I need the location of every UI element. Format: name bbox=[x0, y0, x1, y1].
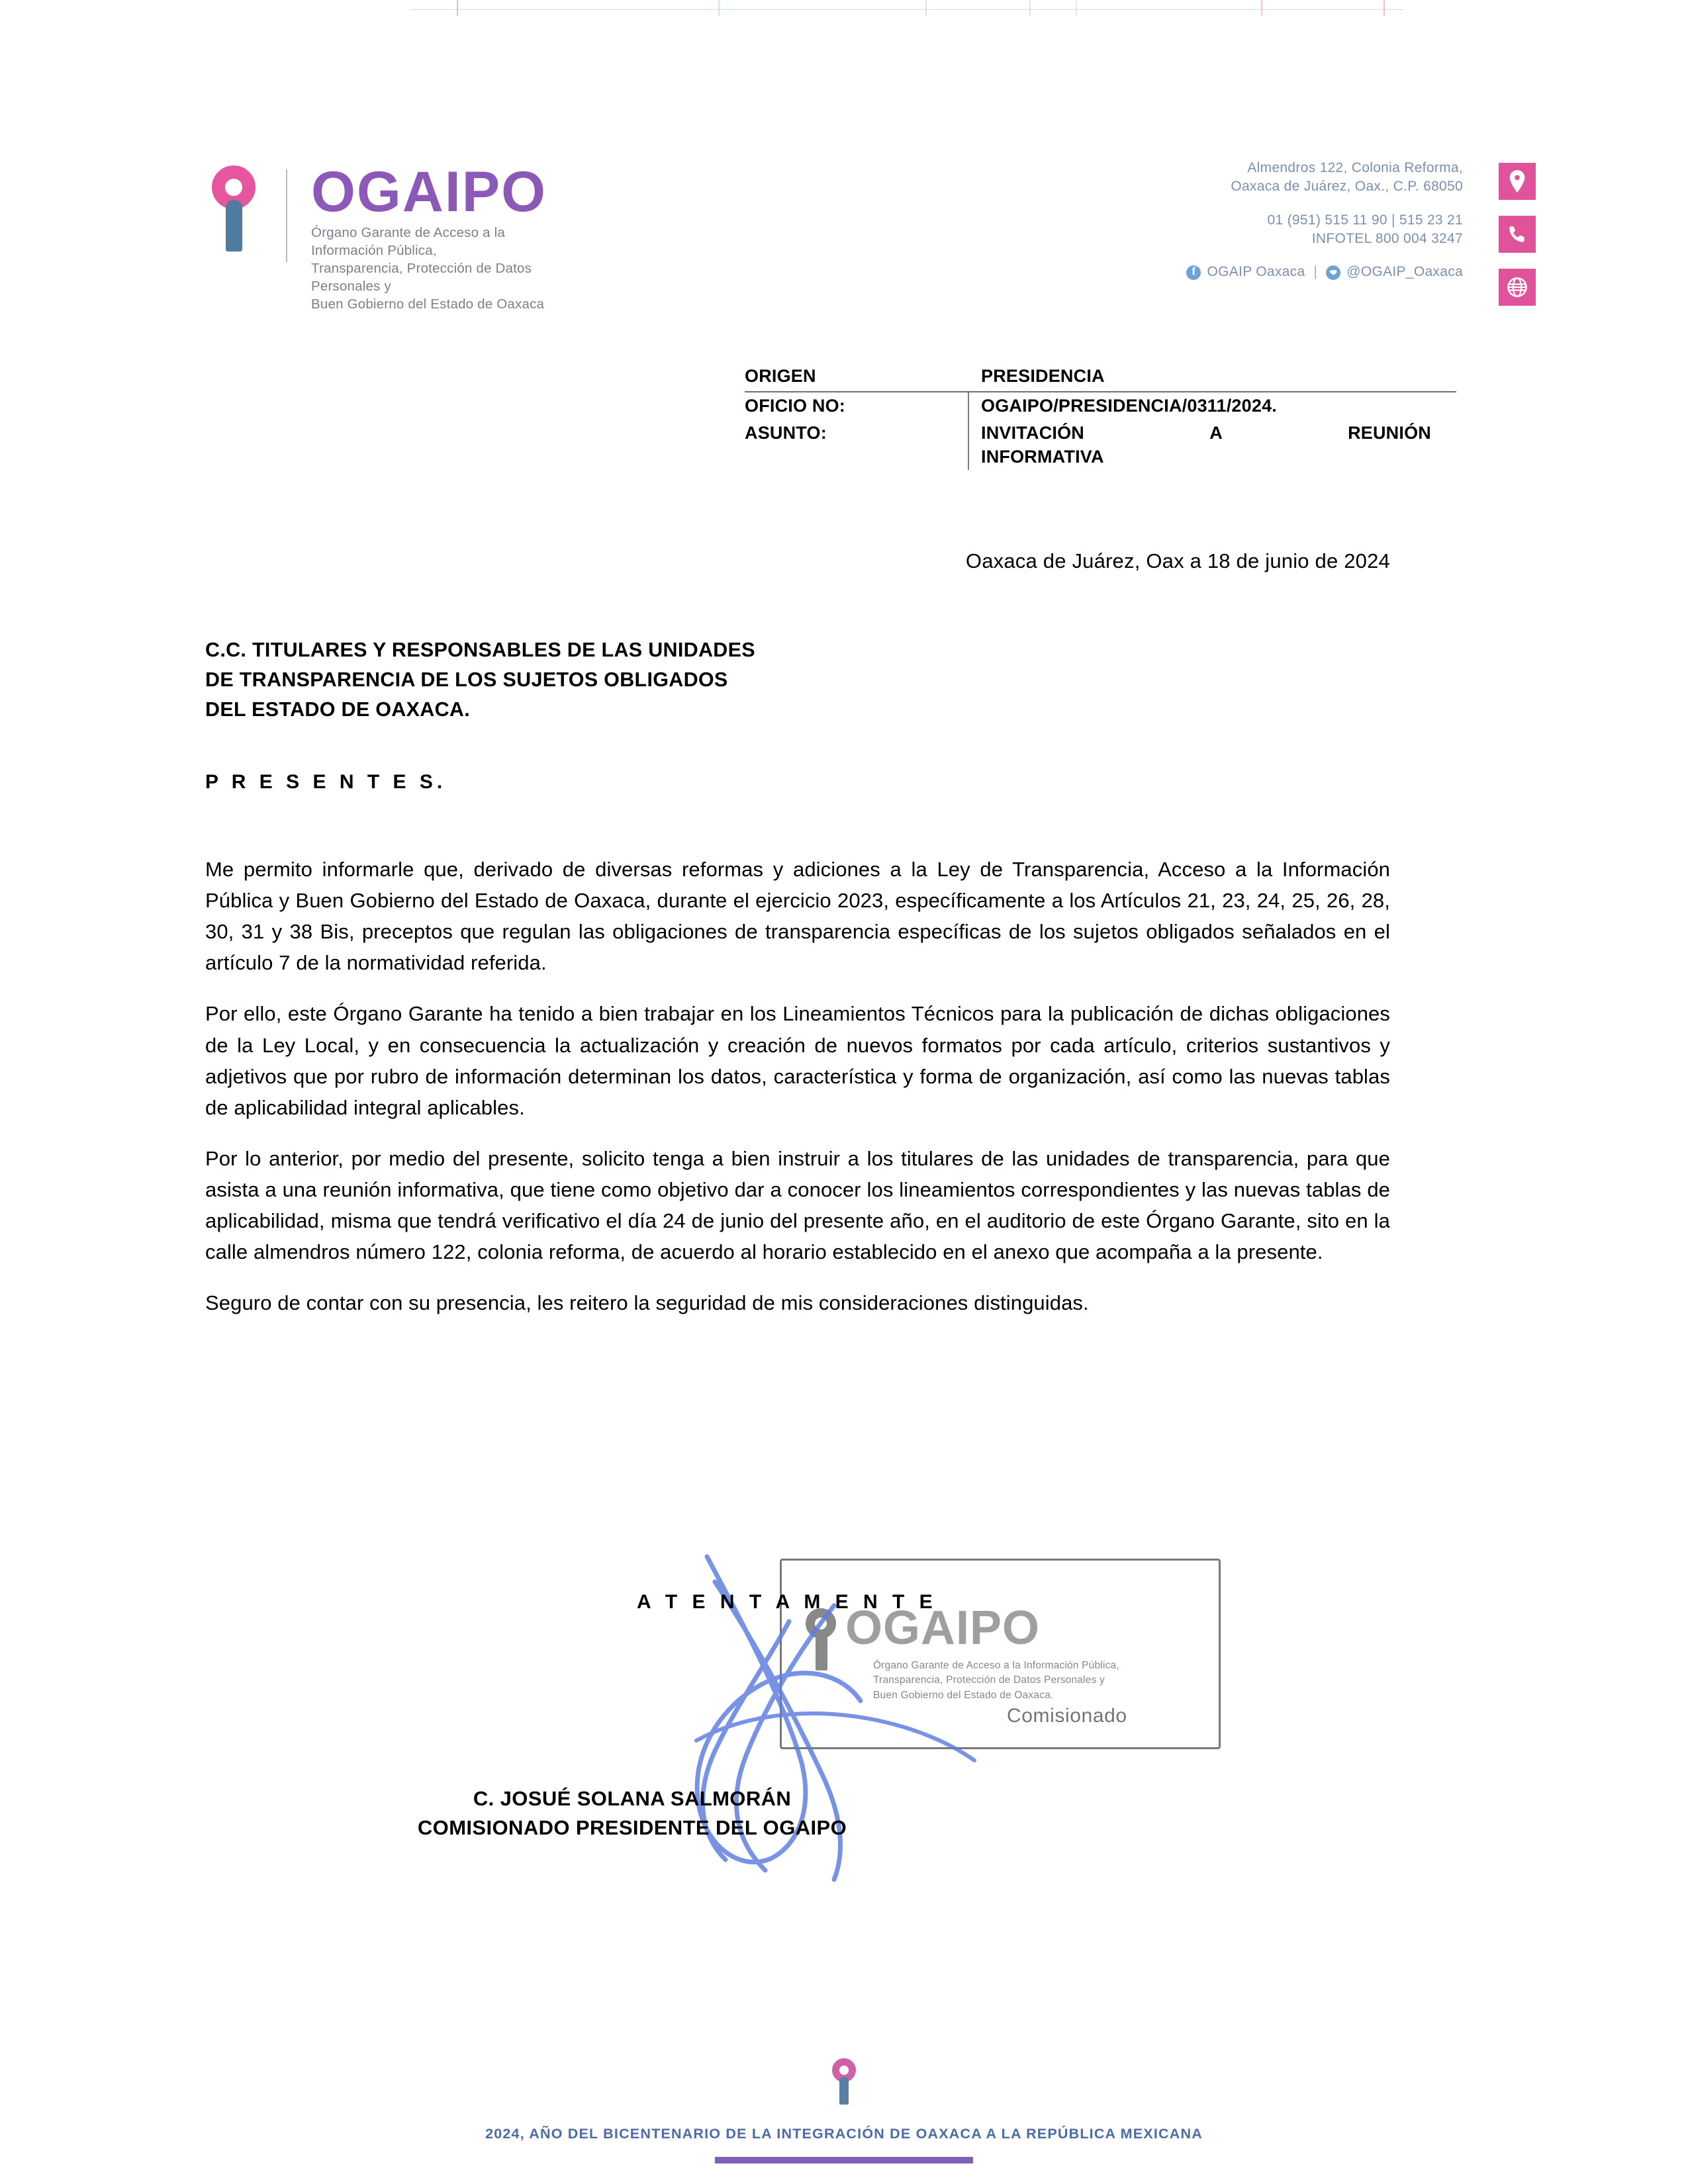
address-line-1: Almendros 122, Colonia Reforma, bbox=[1247, 160, 1463, 175]
page-footer bbox=[0, 2058, 1688, 2163]
presentes-label: P R E S E N T E S. bbox=[205, 771, 447, 793]
asunto-value bbox=[968, 420, 1456, 447]
stamp-wordmark: OGAIPO bbox=[845, 1602, 1041, 1655]
date-line: Oaxaca de Juárez, Oax a 18 de junio de 2024 bbox=[965, 549, 1390, 572]
document-meta-table bbox=[745, 363, 1456, 470]
oficio-value: OGAIPO/PRESIDENCIA/0311/2024. bbox=[968, 392, 1456, 420]
asunto-label: ASUNTO: bbox=[745, 423, 827, 443]
globe-icon bbox=[1499, 269, 1536, 306]
location-pin-icon bbox=[1499, 163, 1536, 200]
footer-accent-bar bbox=[715, 2157, 973, 2163]
logo-tagline-line-2: Transparencia, Protección de Datos Personales y bbox=[311, 260, 532, 294]
origen-value: PRESIDENCIA bbox=[981, 366, 1105, 386]
ogaipo-logo-mark-icon bbox=[212, 165, 256, 265]
facebook-handle: OGAIP Oaxaca bbox=[1207, 264, 1305, 280]
social-row bbox=[1186, 263, 1463, 281]
body-paragraph-1: Me permito informarle que, derivado de diversas reformas y adiciones a la Ley de Transparencia, Acceso a la Información Pública y Buen Gobierno del Estado de Oaxaca, durante el ejercicio 2023, específicamente a los Artículos 21, 23, 24, 25, 26, 28, 30, 31 y 38 Bis, preceptos que regulan las obligaciones de transparencia específicas de los sujetos obligados señalados en el artículo 7 de la normatividad referida. bbox=[205, 858, 1390, 975]
meta-row-asunto bbox=[745, 420, 1456, 447]
addressee-line-3: DEL ESTADO DE OAXACA. bbox=[205, 698, 471, 721]
logo-tagline-line-3: Buen Gobierno del Estado de Oaxaca bbox=[311, 296, 545, 312]
logo-wordmark: OGAIPO bbox=[311, 160, 547, 224]
logo-tagline-line-1: Órgano Garante de Acceso a la Información Pública, bbox=[311, 224, 505, 258]
facebook-icon[interactable] bbox=[1186, 265, 1201, 280]
stamp-tagline bbox=[873, 1659, 1119, 1703]
signer-name: C. JOSUÉ SOLANA SALMORÁN bbox=[473, 1787, 792, 1810]
oficio-label: OFICIO NO: bbox=[745, 396, 845, 416]
asunto-word-3: REUNIÓN bbox=[1348, 423, 1431, 443]
scan-artifact-lines bbox=[0, 0, 1688, 20]
phone-line-1: 01 (951) 515 11 90 | 515 23 21 bbox=[1267, 212, 1463, 228]
signer-role: COMISIONADO PRESIDENTE DEL OGAIPO bbox=[417, 1816, 847, 1840]
body-paragraph-4: Seguro de contar con su presencia, les reitero la seguridad de mis consideraciones distinguidas. bbox=[205, 1291, 1089, 1315]
logo-divider bbox=[286, 169, 287, 262]
signer-block bbox=[0, 1784, 1688, 1843]
footer-logo-mark-icon bbox=[832, 2058, 856, 2109]
contact-icon-column bbox=[1499, 163, 1536, 306]
asunto-word-1: INVITACIÓN bbox=[981, 423, 1084, 443]
official-stamp bbox=[780, 1559, 1221, 1749]
phone-icon bbox=[1499, 216, 1536, 253]
footer-slogan: 2024, AÑO DEL BICENTENARIO DE LA INTEGRACIÓN DE OAXACA A LA REPÚBLICA MEXICANA bbox=[485, 2126, 1203, 2142]
meta-row-origen bbox=[745, 363, 1456, 390]
logo-tagline bbox=[311, 224, 547, 313]
asunto-value-line2: INFORMATIVA bbox=[968, 447, 1456, 470]
stamp-tagline-line-3: Buen Gobierno del Estado de Oaxaca. bbox=[873, 1689, 1054, 1701]
addressee-line-2: DE TRANSPARENCIA DE LOS SUJETOS OBLIGADOS bbox=[205, 668, 728, 691]
ogaipo-logo bbox=[212, 160, 547, 312]
addressee-block bbox=[205, 635, 755, 724]
origen-label: ORIGEN bbox=[745, 366, 816, 386]
social-separator: | bbox=[1313, 264, 1318, 280]
meta-row-oficio bbox=[745, 392, 1456, 420]
body-paragraph-3: Por lo anterior, por medio del presente, solicito tenga a bien instruir a los titulares de las unidades de transparencia, para que asista a una reunión informativa, que tiene como objetivo dar a conocer los lineamientos correspondientes y las nuevas tablas de aplicabilidad, misma que tendrá verificativo el día 24 de junio del presente año, en el auditorio de este Órgano Garante, sito en la calle almendros número 122, colonia reforma, de acuerdo al horario establecido en el anexo que acompaña a la presente. bbox=[205, 1146, 1390, 1264]
asunto-word-2: A bbox=[1209, 423, 1223, 443]
letterhead bbox=[0, 159, 1688, 312]
phone-line-2: INFOTEL 800 004 3247 bbox=[1311, 231, 1463, 247]
body-paragraph-2: Por ello, este Órgano Garante ha tenido a bien trabajar en los Lineamientos Técnicos para la publicación de dichas obligaciones de la Ley Local, y en consecuencia la actualización y creación de nuevos formatos por cada artículo, criterios sustantivos y adjetivos que por rubro de información determinan los datos, característica y forma de organización, así como las nuevas tablas de aplicabilidad integral aplicables. bbox=[205, 1002, 1390, 1119]
stamp-logo-mark-icon bbox=[806, 1608, 836, 1680]
addressee-line-1: C.C. TITULARES Y RESPONSABLES DE LAS UNIDADES bbox=[205, 639, 755, 661]
stamp-tagline-line-1: Órgano Garante de Acceso a la Información Pública, bbox=[873, 1660, 1119, 1671]
address-line-2: Oaxaca de Juárez, Oax., C.P. 68050 bbox=[1231, 179, 1463, 195]
atentamente-label: A T E N T A M E N T E bbox=[637, 1591, 937, 1613]
stamp-tagline-line-2: Transparencia, Protección de Datos Personales y bbox=[873, 1674, 1105, 1686]
twitter-icon[interactable] bbox=[1326, 265, 1340, 280]
stamp-role-label: Comisionado bbox=[1007, 1705, 1127, 1727]
letter-body bbox=[205, 854, 1390, 1318]
twitter-handle: @OGAIP_Oaxaca bbox=[1346, 264, 1463, 280]
contact-block bbox=[1186, 159, 1463, 282]
